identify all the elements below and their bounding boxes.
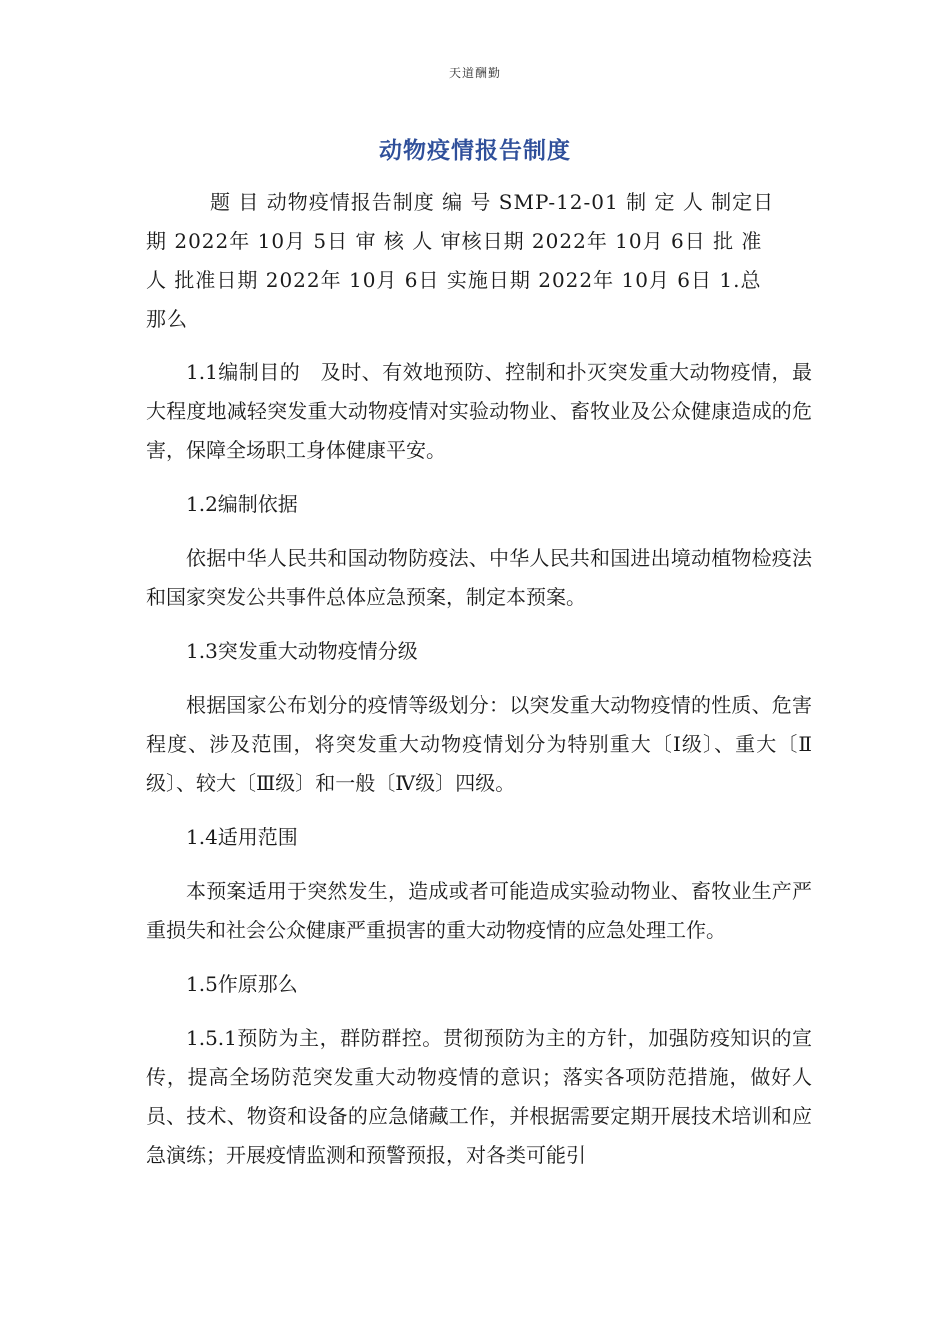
meta-line: 题 目 动物疫情报告制度 编 号 SMP-12-01 制 定 人 制定日 (210, 190, 775, 214)
section-heading-scope: 1.4适用范围 (186, 825, 298, 849)
paragraph-scope: 本预案适用于突然发生，造成或者可能造成实验动物业、畜牧业生产严重损失和社会公众健康严重损害的重大动物疫情的应急处理工作。 (146, 879, 812, 942)
section-heading-principles: 1.5作原那么 (186, 972, 298, 996)
meta-line: 期 2022年 10月 5日 审 核 人 审核日期 2022年 10月 6日 批 准 (146, 229, 763, 253)
paragraph-purpose: 1.1编制目的 及时、有效地预防、控制和扑灭突发重大动物疫情，最大程度地减轻突发重大动物疫情对实验动物业、畜牧业及公众健康造成的危害，保障全场职工身体健康平安。 (146, 360, 812, 462)
meta-line: 人 批准日期 2022年 10月 6日 实施日期 2022年 10月 6日 1.总 (146, 268, 762, 292)
running-header: 天道酬勤 (448, 66, 501, 80)
section-heading-basis: 1.2编制依据 (186, 492, 298, 516)
document-title: 动物疫情报告制度 (379, 138, 571, 164)
document-meta-block (146, 183, 812, 339)
paragraph-classification: 根据国家公布划分的疫情等级划分：以突发重大动物疫情的性质、危害程度、涉及范围，将突发重大动物疫情划分为特别重大〔Ⅰ级〕、重大〔Ⅱ级〕、较大〔Ⅲ级〕和一般〔Ⅳ级〕四级。 (146, 693, 812, 795)
meta-line: 那么 (146, 307, 188, 331)
paragraph-principle-prevention: 1.5.1预防为主，群防群控。贯彻预防为主的方针，加强防疫知识的宣传，提高全场防范突发重大动物疫情的意识；落实各项防范措施，做好人员、技术、物资和设备的应急储藏工作，并根据需要定期开展技术培训和应急演练；开展疫情监测和预警预报，对各类可能引 (146, 1026, 812, 1167)
paragraph-basis: 依据中华人民共和国动物防疫法、中华人民共和国进出境动植物检疫法和国家突发公共事件总体应急预案，制定本预案。 (146, 546, 812, 609)
section-heading-classification: 1.3突发重大动物疫情分级 (186, 639, 418, 663)
document-body (146, 353, 812, 1175)
